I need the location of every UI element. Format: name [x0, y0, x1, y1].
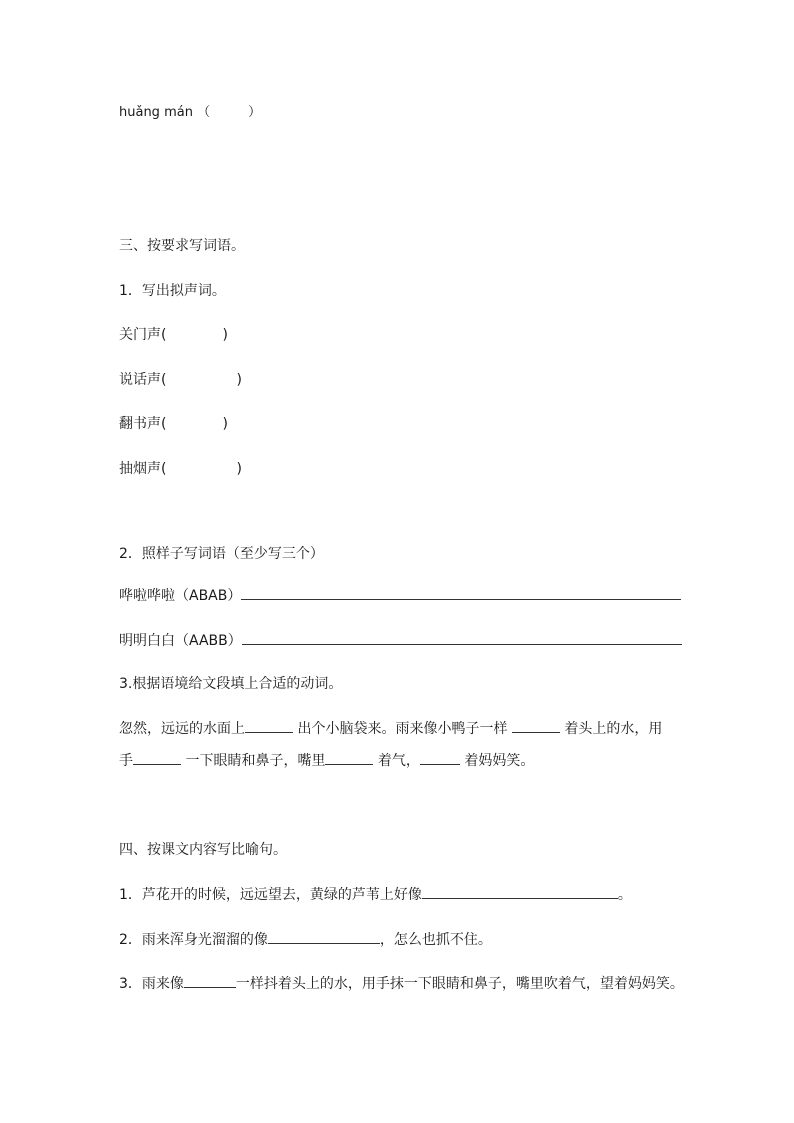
answer-blank[interactable]: [242, 630, 682, 645]
onomatopoeia-item: 抽烟声( ): [119, 461, 242, 477]
pinyin-open-paren: （: [197, 105, 211, 120]
q2-item-abab: 哗啦哗啦（ABAB）: [119, 585, 681, 606]
answer-blank[interactable]: [241, 585, 681, 600]
answer-blank[interactable]: [268, 929, 380, 944]
section3-title: 三、按要求写词语。: [119, 238, 245, 254]
answer-blank[interactable]: [420, 750, 460, 765]
pinyin-close-paren: ）: [248, 105, 262, 120]
answer-blank[interactable]: [422, 884, 618, 899]
answer-blank[interactable]: [512, 718, 560, 733]
q2-title: 2．照样子写词语（至少写三个）: [119, 546, 324, 562]
q2-item-aabb: 明明白白（AABB）: [119, 630, 682, 651]
q3-paragraph-line2: 手 一下眼睛和鼻子，嘴里 着气， 着妈妈笑。: [119, 750, 534, 771]
q1-title: 1．写出拟声词。: [119, 283, 226, 299]
section4-title: 四、按课文内容写比喻句。: [119, 842, 287, 858]
pinyin-line: [119, 103, 261, 123]
answer-blank[interactable]: [245, 718, 293, 733]
answer-blank[interactable]: [325, 750, 373, 765]
q3-title: 3.根据语境给文段填上合适的动词。: [119, 676, 343, 692]
s4-q3: 3．雨来像 一样抖着头上的水，用手抹一下眼睛和鼻子，嘴里吹着气，望着妈妈笑。: [119, 973, 684, 994]
s4-q2: 2．雨来浑身光溜溜的像 ，怎么也抓不住。: [119, 929, 492, 950]
onomatopoeia-item: 说话声( ): [119, 372, 242, 388]
answer-blank[interactable]: [184, 973, 236, 988]
s4-q1: 1．芦花开的时候，远远望去，黄绿的芦苇上好像 。: [119, 884, 632, 905]
answer-blank[interactable]: [133, 750, 181, 765]
q3-paragraph-line1: 忽然，远远的水面上 出个小脑袋来。雨来像小鸭子一样 着头上的水，用: [119, 718, 662, 739]
onomatopoeia-item: 翻书声( ): [119, 416, 228, 432]
pinyin-text: huǎng mán: [119, 105, 193, 120]
onomatopoeia-item: 关门声( ): [119, 327, 228, 343]
